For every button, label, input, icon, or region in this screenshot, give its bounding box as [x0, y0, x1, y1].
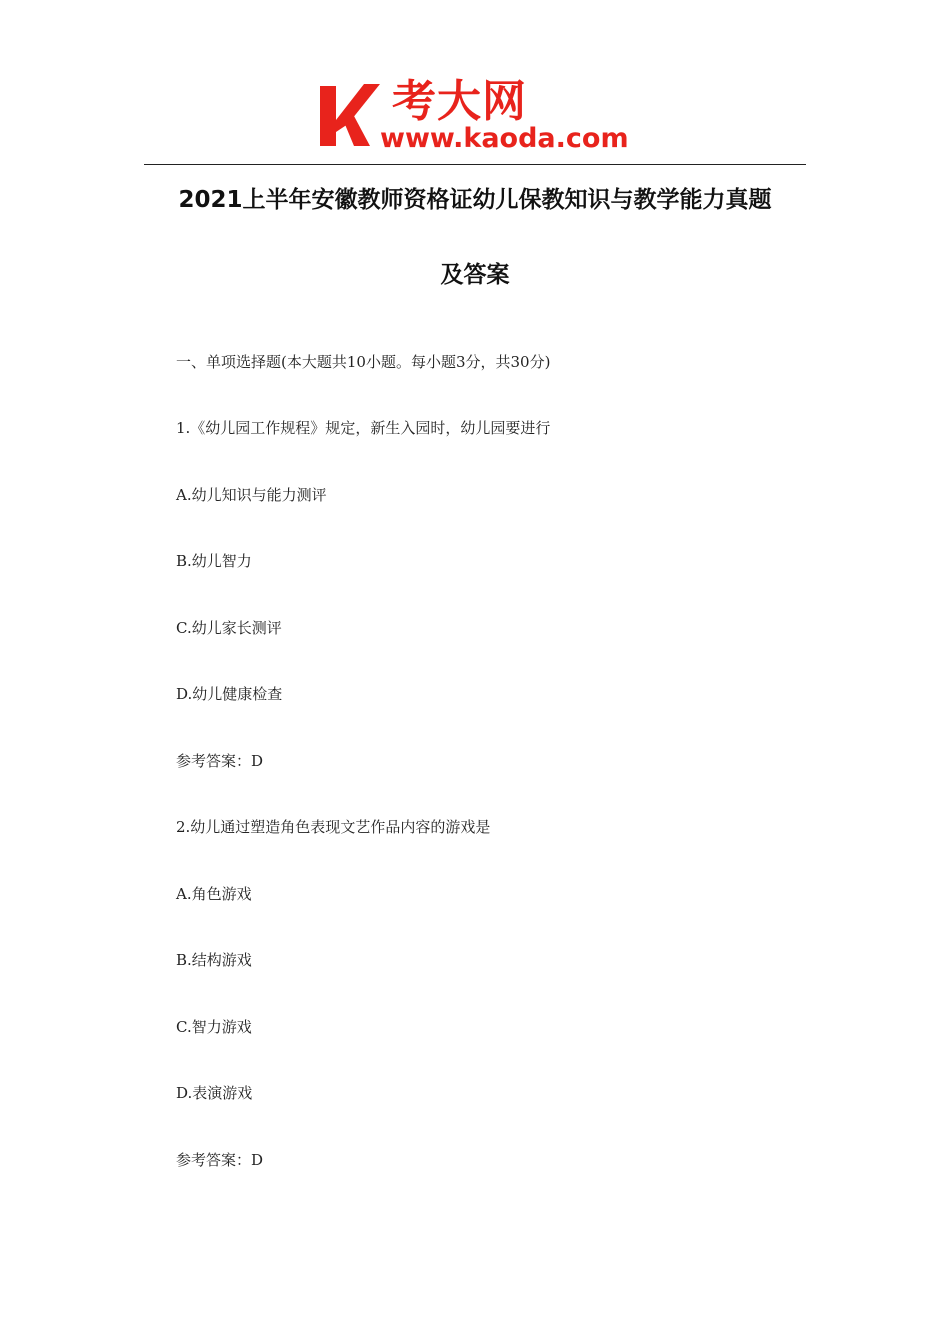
question-option: D.幼儿健康检查: [176, 685, 283, 703]
question-option: B.幼儿智力: [176, 552, 252, 570]
question-answer: 参考答案：D: [176, 752, 264, 770]
question-answer: 参考答案：D: [176, 1151, 264, 1169]
question-option: A.幼儿知识与能力测评: [176, 486, 327, 504]
header-divider: [144, 164, 806, 165]
section-heading: 一、单项选择题(本大题共10小题。每小题3分，共30分): [176, 353, 551, 371]
logo-url-text: www.kaoda.com: [380, 123, 629, 154]
question-option: C.智力游戏: [176, 1018, 252, 1036]
kaoda-logo: [318, 78, 648, 158]
question-stem: 1.《幼儿园工作规程》规定，新生入园时，幼儿园要进行: [176, 419, 551, 437]
document-title-line-1: 2021上半年安徽教师资格证幼儿保教知识与教学能力真题: [178, 187, 772, 213]
question-option: D.表演游戏: [176, 1084, 253, 1102]
logo-brand-text: 考大网: [392, 76, 527, 127]
document-title-line-2: 及答案: [440, 262, 510, 288]
k-logo-icon: [318, 80, 380, 152]
question-option: C.幼儿家长测评: [176, 619, 282, 637]
question-option: A.角色游戏: [176, 885, 252, 903]
question-option: B.结构游戏: [176, 951, 252, 969]
question-stem: 2.幼儿通过塑造角色表现文艺作品内容的游戏是: [176, 818, 491, 836]
